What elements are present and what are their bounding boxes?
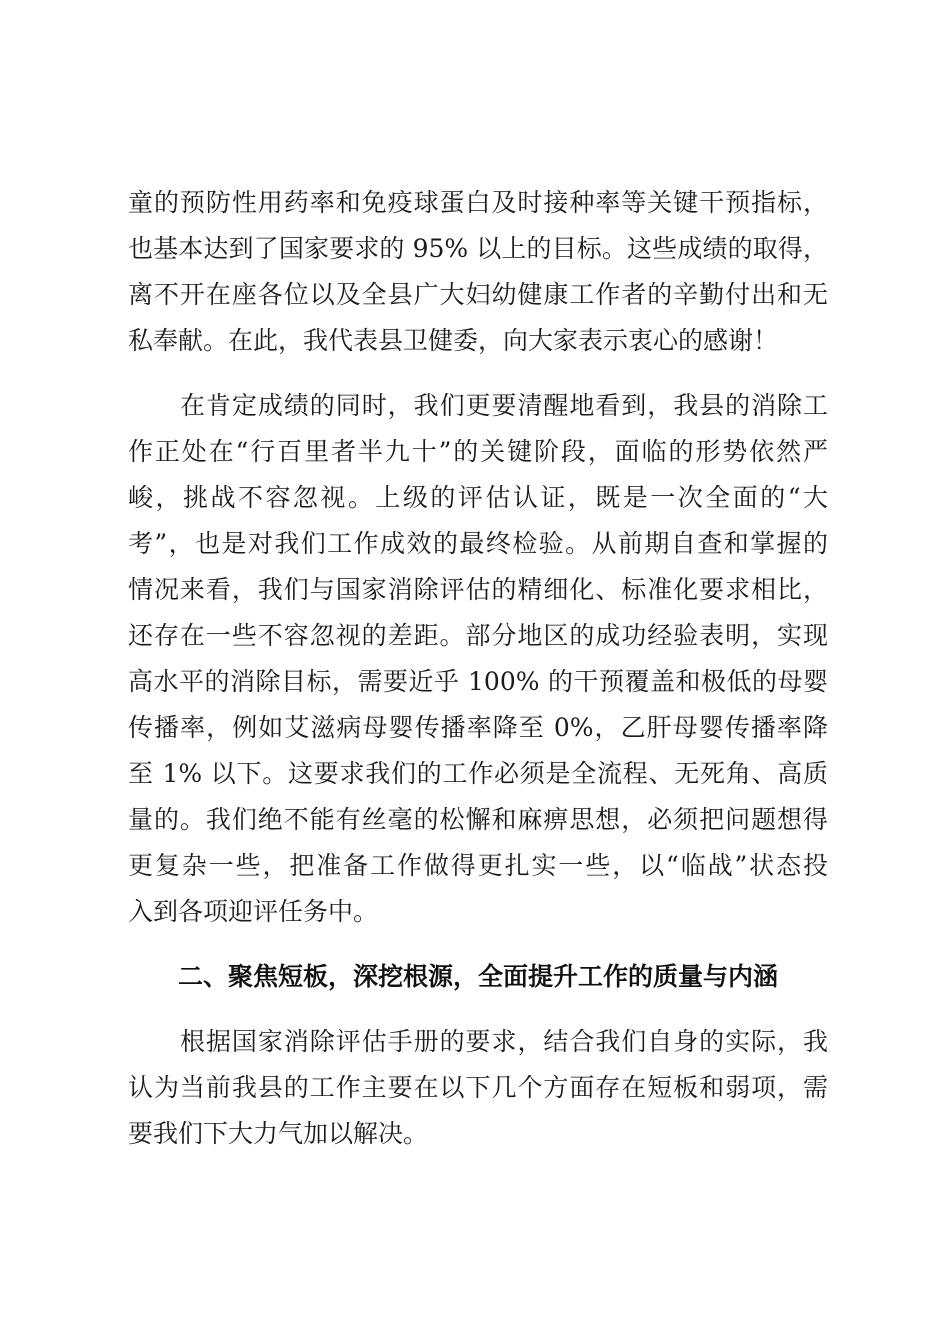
text-line: 还存在一些不容忽视的差距。部分地区的成功经验表明，实现 [128,621,828,650]
text-line: 在肯定成绩的同时，我们更要清醒地看到，我县的消除工 [180,391,828,420]
text-line: 入到各项迎评任务中。 [128,897,379,926]
text-line: 作正处在“行百里者半九十”的关键阶段，面临的形势依然严 [128,437,828,466]
text-line: 量的。我们绝不能有丝毫的松懈和麻痹思想，必须把问题想得 [128,805,828,834]
text-line: 至 1% 以下。这要求我们的工作必须是全流程、无死角、高质 [128,759,828,788]
paragraph-gap [128,1000,828,1019]
text-line: 传播率，例如艾滋病母婴传播率降至 0%，乙肝母婴传播率降 [128,713,828,742]
text-line: 更复杂一些，把准备工作做得更扎实一些，以“临战”状态投 [128,851,828,880]
paragraph-shortcomings-intro [128,1019,828,1157]
text-line: 根据国家消除评估手册的要求，结合我们自身的实际，我 [180,1027,828,1056]
text-line: 高水平的消除目标，需要近乎 100% 的干预覆盖和极低的母婴 [128,667,828,696]
paragraph-achievements-continued [128,180,828,364]
text-line: 峻，挑战不容忽视。上级的评估认证，既是一次全面的“大 [128,483,828,512]
paragraph-challenges [128,383,828,935]
paragraph-gap [128,364,828,383]
text-line: 考”，也是对我们工作成效的最终检验。从前期自查和掌握的 [128,529,828,558]
text-line: 认为当前我县的工作主要在以下几个方面存在短板和弱项，需 [128,1073,828,1102]
text-line: 离不开在座各位以及全县广大妇幼健康工作者的辛勤付出和无 [128,280,828,309]
text-line: 情况来看，我们与国家消除评估的精细化、标准化要求相比， [128,575,828,604]
text-line: 童的预防性用药率和免疫球蛋白及时接种率等关键干预指标， [128,188,828,217]
document-body [128,180,828,1157]
paragraph-gap [128,935,828,954]
section-heading: 二、聚焦短板，深挖根源，全面提升工作的质量与内涵 [178,962,779,991]
text-line: 也基本达到了国家要求的 95% 以上的目标。这些成绩的取得， [128,234,828,263]
text-line: 要我们下大力气加以解决。 [128,1119,429,1148]
text-line: 私奉献。在此，我代表县卫健委，向大家表示衷心的感谢！ [128,326,779,355]
